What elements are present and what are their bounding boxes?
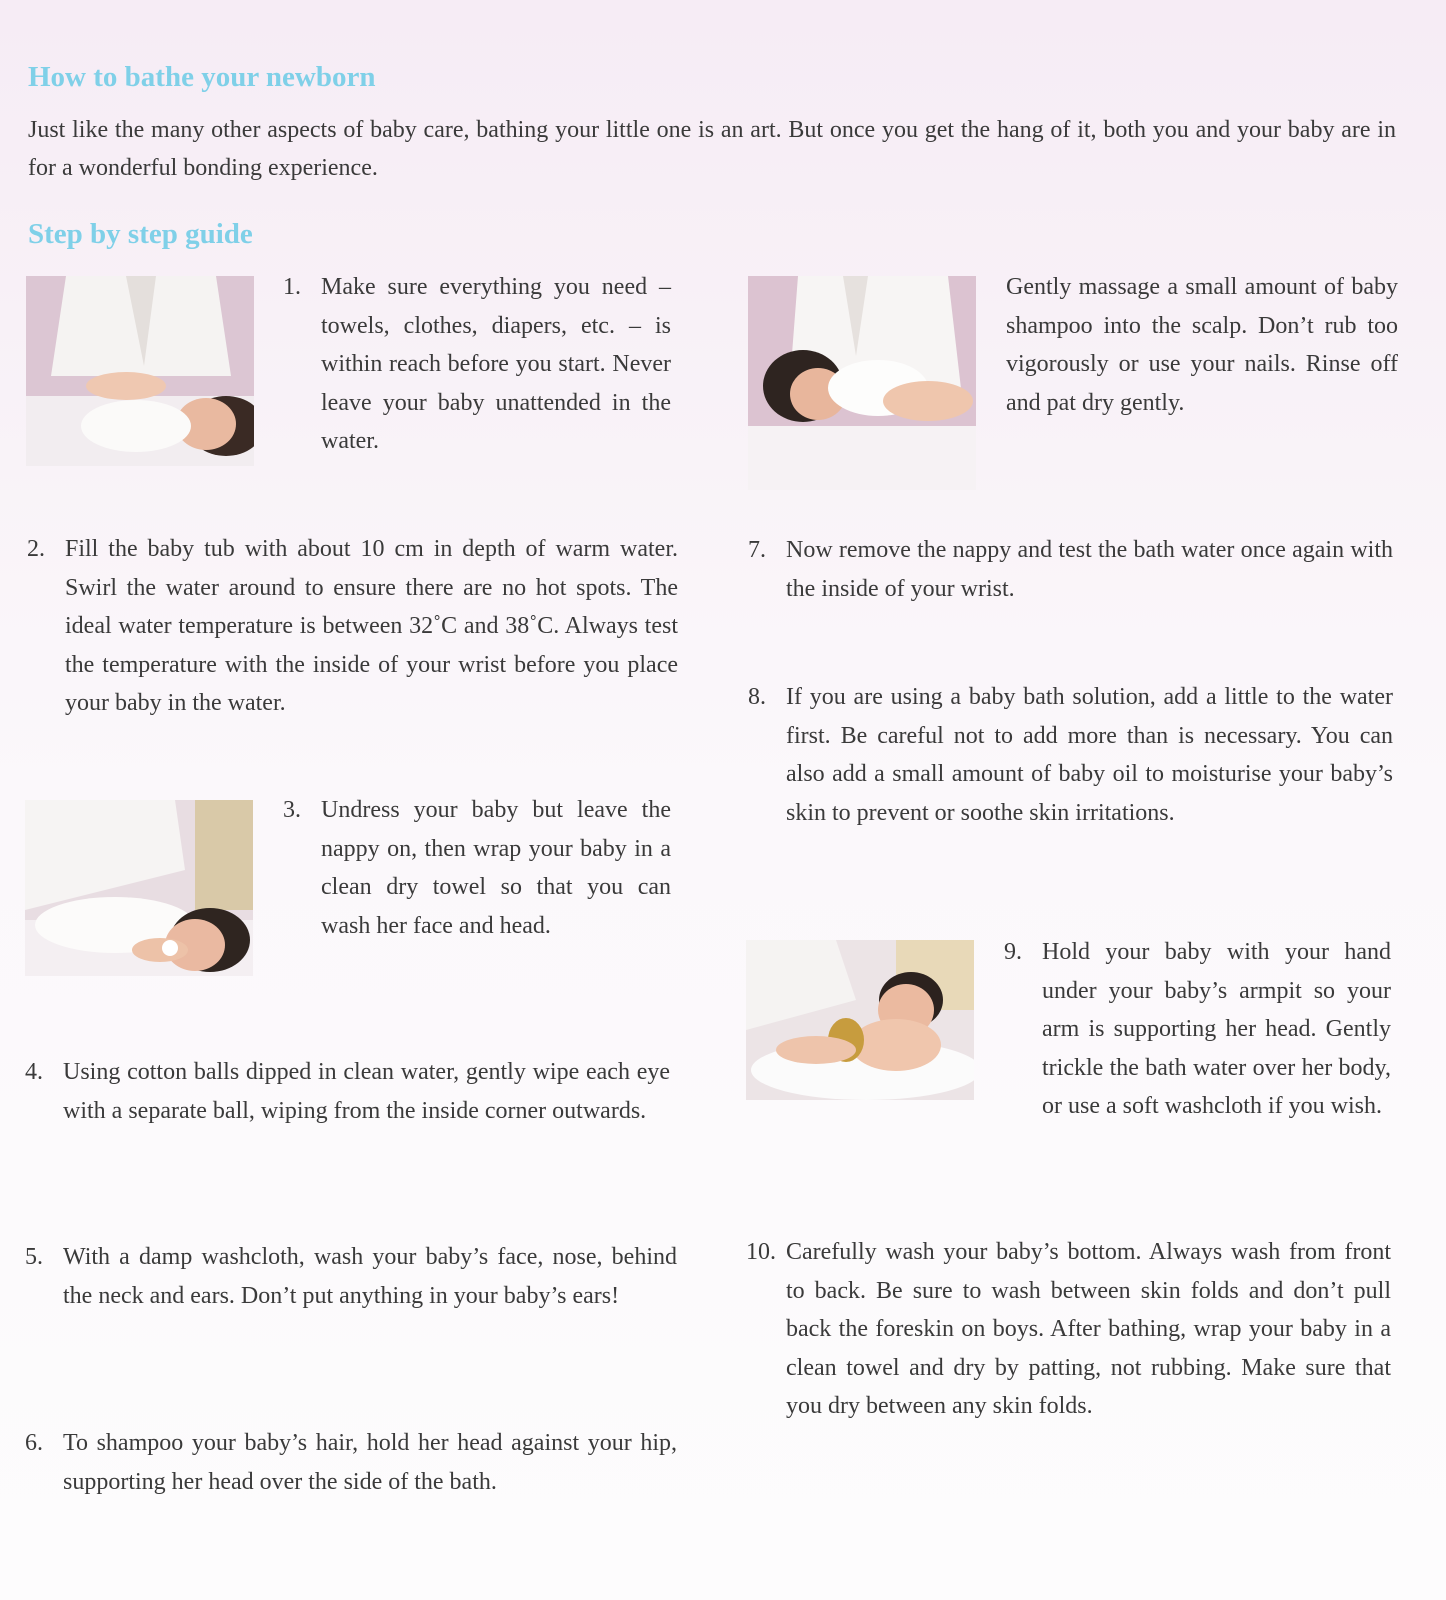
step-9 [1004,933,1391,1126]
step-3 [283,791,671,945]
step-text: With a damp washcloth, wash your baby’s face, nose, behind the neck and ears. Don’t put anything in your baby’s ears! [63,1244,677,1309]
step-number: 5. [25,1244,43,1270]
step-text: Fill the baby tub with about 10 cm in depth of warm water. Swirl the water around to ensure there are no hot spots. The ideal water temperature is between 32˚C and 38˚C. Always test the temperature with the inside of your wrist before you place your baby in the water. [65,536,678,716]
photo-wiping-eyes [25,800,253,976]
step-text: Hold your baby with your hand under your baby’s armpit so your arm is supporting her head. Gently trickle the bath water over her body, or use a soft washcloth if you wish. [1042,939,1391,1119]
page-title: How to bathe your newborn [28,61,376,93]
step-5 [25,1238,677,1315]
photo-preparing-towel [26,276,254,466]
step-4 [25,1053,670,1130]
step-text: Make sure everything you need – towels, clothes, diapers, etc. – is within reach before you start. Never leave your baby unattended in the water. [321,274,671,454]
step-number: 7. [748,537,766,563]
step-7 [748,531,1393,608]
step-number: 2. [27,536,45,562]
step-number: 9. [1004,939,1022,965]
step-number: 8. [748,684,766,710]
step-10 [746,1233,1391,1426]
step-2 [27,530,678,723]
step-text: Undress your baby but leave the nappy on, then wrap your baby in a clean dry towel so that you can wash her face and head. [321,797,671,939]
section-title: Step by step guide [28,218,253,250]
step-8 [748,678,1393,832]
photo-bathing-baby [746,940,974,1100]
step-text: Now remove the nappy and test the bath water once again with the inside of your wrist. [786,537,1393,602]
step-6-continued [1006,268,1398,422]
step-number: 6. [25,1430,43,1456]
intro-paragraph: Just like the many other aspects of baby care, bathing your little one is an art. But once you get the hang of it, both you and your baby are in for a wonderful bonding experience. [28,117,1396,181]
step-1 [283,268,671,461]
step-number: 10. [746,1239,776,1265]
photo-shampoo-baby [748,276,976,490]
step-text: Gently massage a small amount of baby shampoo into the scalp. Don’t rub too vigorously or use your nails. Rinse off and pat dry gently. [1006,274,1398,416]
step-number: 1. [283,274,301,300]
step-text: To shampoo your baby’s hair, hold her head against your hip, supporting her head over the side of the bath. [63,1430,677,1495]
step-number: 4. [25,1059,43,1085]
step-number: 3. [283,797,301,823]
step-text: Using cotton balls dipped in clean water, gently wipe each eye with a separate ball, wiping from the inside corner outwards. [63,1059,670,1124]
step-text: If you are using a baby bath solution, add a little to the water first. Be careful not to add more than is necessary. You can also add a small amount of baby oil to moisturise your baby’s skin to prevent or soothe skin irritations. [786,684,1393,826]
step-6 [25,1424,677,1501]
step-text: Carefully wash your baby’s bottom. Always wash from front to back. Be sure to wash between skin folds and don’t pull back the foreskin on boys. After bathing, wrap your baby in a clean towel and dry by patting, not rubbing. Make sure that you dry between any skin folds. [786,1239,1391,1419]
